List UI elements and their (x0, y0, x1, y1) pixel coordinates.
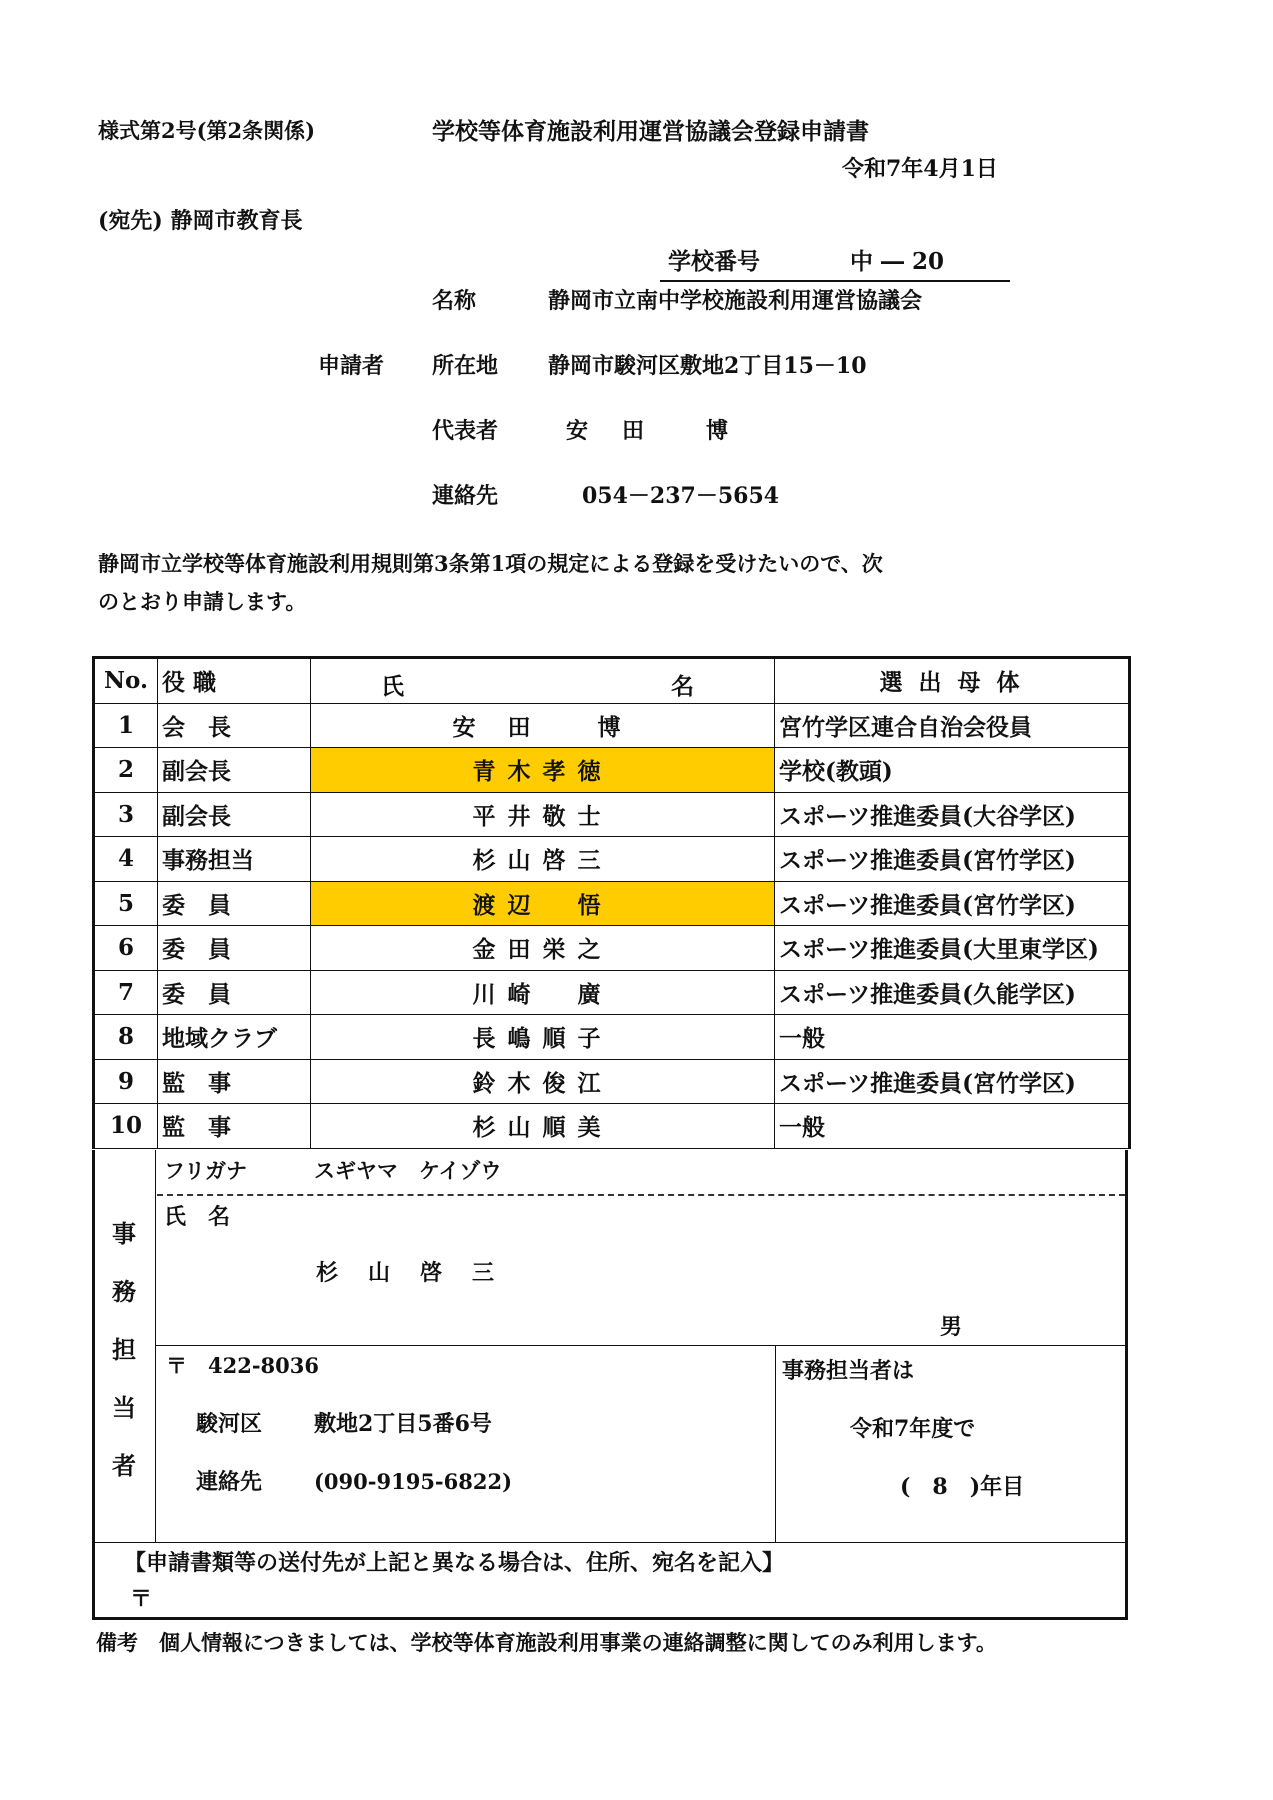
roster-table (92, 656, 1131, 1149)
furigana-divider (157, 1194, 1125, 1196)
table-header-row (94, 658, 1130, 704)
row-role: 副会長 (158, 792, 311, 837)
row-body: スポーツ推進委員(宮竹学区) (775, 837, 1130, 882)
office-vertical-char: 当 (112, 1393, 136, 1422)
row-no: 2 (94, 748, 158, 793)
sendto-note: 【申請書類等の送付先が上記と異なる場合は、住所、宛名を記入】 (124, 1550, 785, 1576)
office-vertical-char: 事 (112, 1219, 136, 1248)
statement-line-2: のとおり申請します。 (98, 589, 307, 614)
row-role: 副会長 (158, 748, 311, 793)
office-contact: (090-9195-6822) (314, 1469, 513, 1494)
office-vertical-char: 者 (112, 1451, 136, 1480)
row-no: 8 (94, 1015, 158, 1060)
furigana-label: フリガナ (164, 1158, 247, 1183)
row-body: スポーツ推進委員(大谷学区) (775, 792, 1130, 837)
row-name: 杉山啓三 (311, 837, 775, 882)
row-role: 事務担当 (158, 837, 311, 882)
office-name: 杉 山 啓 三 (316, 1260, 499, 1286)
table-row (94, 926, 1130, 971)
furigana-value: スギヤマ ケイゾウ (314, 1158, 502, 1183)
office-address: 敷地2丁目5番6号 (314, 1411, 492, 1437)
row-no: 9 (94, 1059, 158, 1104)
row-name: 鈴木俊江 (311, 1059, 775, 1104)
tenure-label: 事務担当者は (782, 1358, 915, 1384)
tenure-count: ( 8 )年目 (900, 1474, 1025, 1500)
representative-label: 代表者 (432, 418, 499, 444)
office-name-label: 氏 名 (164, 1204, 231, 1230)
row-name: 杉山順美 (311, 1104, 775, 1149)
office-gender: 男 (940, 1314, 963, 1340)
row-name: 川崎 廣 (311, 970, 775, 1015)
row-body: 学校(教頭) (775, 748, 1130, 793)
office-vertical-char: 担 (112, 1335, 136, 1364)
row-no: 4 (94, 837, 158, 882)
row-body: 一般 (775, 1104, 1130, 1149)
office-postal: 〒 422-8036 (166, 1353, 319, 1378)
representative-name: 安 田 博 (566, 418, 735, 444)
office-vertical-char: 務 (112, 1277, 136, 1306)
row-role: 委 員 (158, 881, 311, 926)
name-label: 名称 (432, 288, 477, 314)
row-name: 青木孝徳 (311, 748, 775, 793)
office-address-divider (156, 1345, 1128, 1346)
form-number: 様式第2号(第2条関係) (98, 118, 316, 143)
row-role: 委 員 (158, 926, 311, 971)
contact-label: 連絡先 (432, 483, 499, 509)
row-name: 安 田 博 (311, 703, 775, 748)
header-body: 選 出 母 体 (775, 658, 1130, 704)
tenure-year: 令和7年度で (850, 1416, 976, 1442)
applicant-label: 申請者 (318, 353, 385, 379)
row-no: 10 (94, 1104, 158, 1149)
applicant-address: 静岡市駿河区敷地2丁目15－10 (548, 353, 867, 379)
addressee: (宛先) 静岡市教育長 (98, 208, 303, 234)
statement-line-1: 静岡市立学校等体育施設利用規則第3条第1項の規定による登録を受けたいので、次 (98, 551, 883, 576)
table-row (94, 703, 1130, 748)
table-row (94, 1015, 1130, 1060)
table-row (94, 1104, 1130, 1149)
header-name (311, 658, 775, 704)
row-role: 監 事 (158, 1104, 311, 1149)
address-label: 所在地 (432, 353, 499, 379)
table-row (94, 881, 1130, 926)
row-body: スポーツ推進委員(大里東学区) (775, 926, 1130, 971)
row-role: 委 員 (158, 970, 311, 1015)
row-no: 1 (94, 703, 158, 748)
row-body: スポーツ推進委員(久能学区) (775, 970, 1130, 1015)
header-name-b: 名 (671, 673, 694, 700)
row-body: 一般 (775, 1015, 1130, 1060)
table-row (94, 1059, 1130, 1104)
row-name: 平井敬士 (311, 792, 775, 837)
header-role: 役 職 (158, 658, 311, 704)
row-name: 金田栄之 (311, 926, 775, 971)
row-body: 宮竹学区連合自治会役員 (775, 703, 1130, 748)
row-name: 長嶋順子 (311, 1015, 775, 1060)
row-body: スポーツ推進委員(宮竹学区) (775, 1059, 1130, 1104)
office-tenure-divider (775, 1345, 776, 1542)
row-name: 渡辺 悟 (311, 881, 775, 926)
row-role: 地域クラブ (158, 1015, 311, 1060)
office-ward: 駿河区 (196, 1411, 263, 1437)
table-row (94, 792, 1130, 837)
row-no: 5 (94, 881, 158, 926)
school-number-value: 中 ― 20 (850, 248, 945, 275)
row-role: 会 長 (158, 703, 311, 748)
row-no: 3 (94, 792, 158, 837)
header-no: No. (94, 658, 158, 704)
applicant-contact: 054－237－5654 (582, 483, 780, 509)
applicant-name: 静岡市立南中学校施設利用運営協議会 (548, 288, 923, 314)
header-name-a: 氏 (381, 673, 404, 700)
document-title: 学校等体育施設利用運営協議会登録申請書 (432, 118, 869, 145)
row-role: 監 事 (158, 1059, 311, 1104)
row-no: 7 (94, 970, 158, 1015)
row-body: スポーツ推進委員(宮竹学区) (775, 881, 1130, 926)
office-contact-label: 連絡先 (196, 1469, 263, 1495)
table-row (94, 748, 1130, 793)
sendto-postal: 〒 (130, 1586, 153, 1612)
row-no: 6 (94, 926, 158, 971)
application-date: 令和7年4月1日 (842, 156, 998, 182)
school-number-label: 学校番号 (668, 248, 760, 275)
table-row (94, 837, 1130, 882)
table-row (94, 970, 1130, 1015)
remark: 備考 個人情報につきましては、学校等体育施設利用事業の連絡調整に関してのみ利用します。 (96, 1630, 997, 1655)
school-number-underline (660, 280, 1010, 282)
